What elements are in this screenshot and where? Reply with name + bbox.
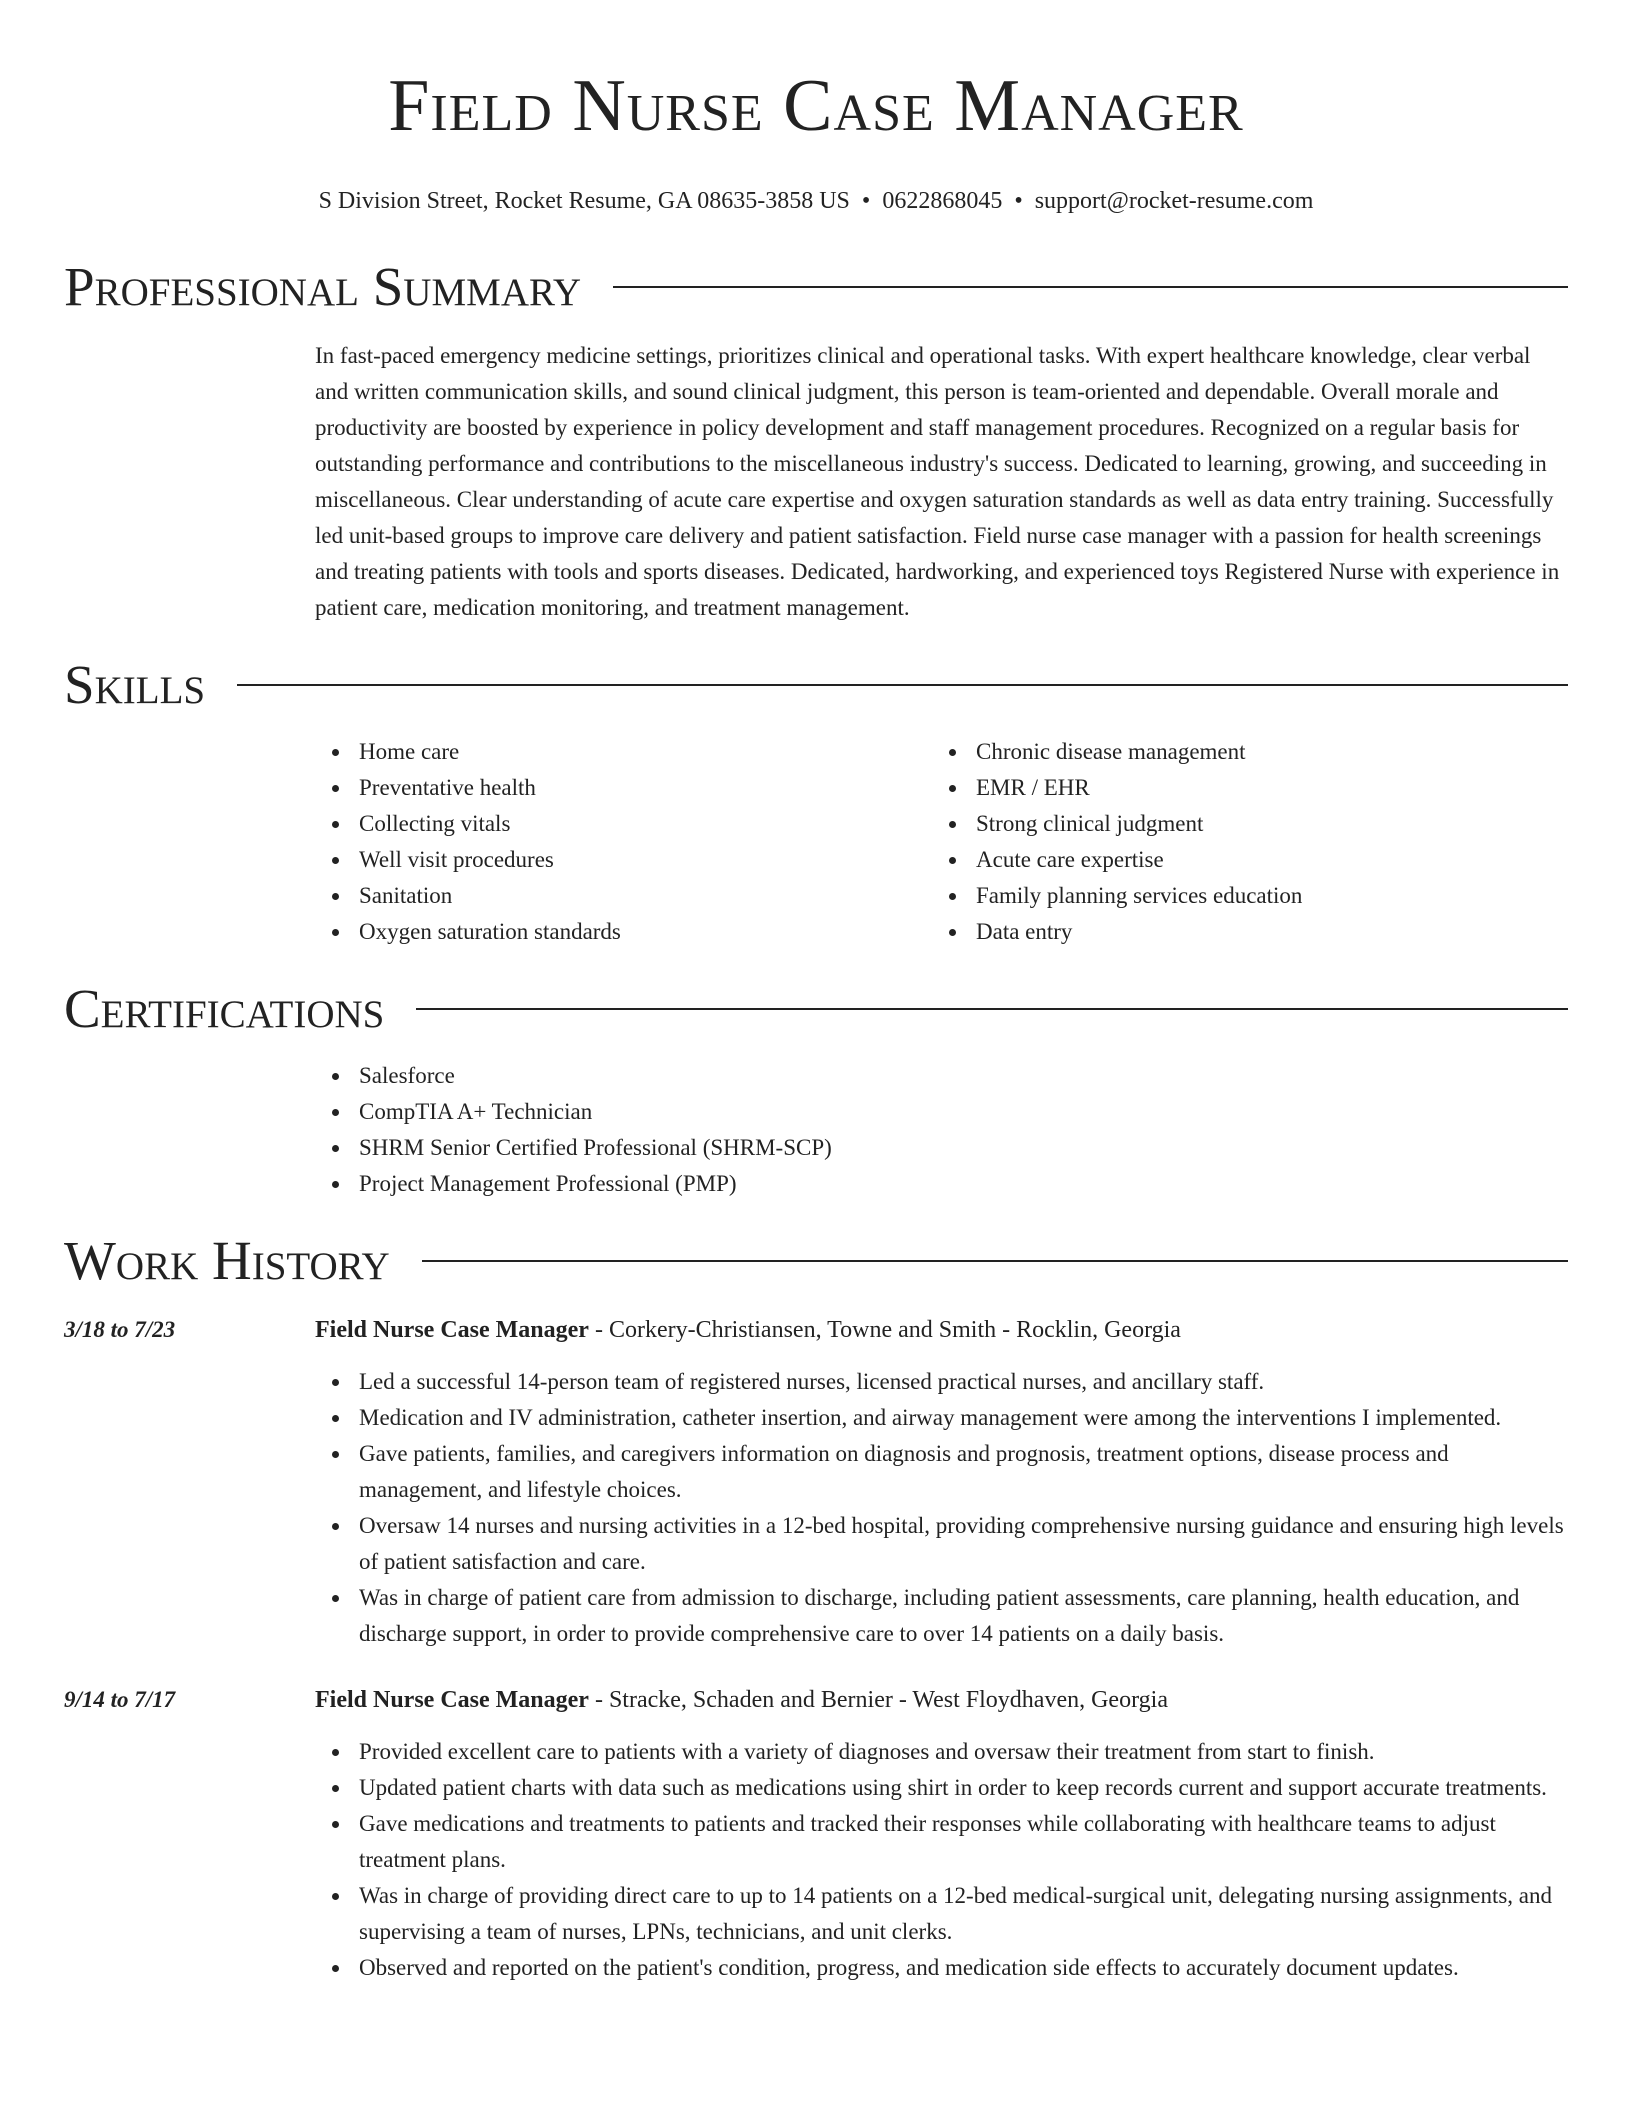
skill-item: Well visit procedures (315, 842, 932, 878)
responsibility-item: Led a successful 14-person team of registered nurses, licensed practical nurses, and ancillary staff. (315, 1364, 1568, 1400)
summary-section-header (64, 254, 1568, 320)
job-responsibilities (315, 1364, 1568, 1652)
certifications-list (315, 1058, 1568, 1202)
skills-section-header (64, 652, 1568, 718)
summary-text: In fast-paced emergency medicine settings, prioritizes clinical and operational tasks. With expert healthcare knowledge, clear verbal and written communication skills, and sound clinical judgment, this person is team-oriented and dependable. Overall morale and productivity are boosted by experience in policy development and staff management procedures. Recognized on a regular basis for outstanding performance and contributions to the miscellaneous industry's success. Dedicated to learning, growing, and succeeding in miscellaneous. Clear understanding of acute care expertise and oxygen saturation standards as well as data entry training. Successfully led unit-based groups to improve care delivery and patient satisfaction. Field nurse case manager with a passion for health screenings and treating patients with tools and sports diseases. Dedicated, hardworking, and experienced toys Registered Nurse with experience in patient care, medication monitoring, and treatment management. (315, 343, 1560, 620)
skill-item: Data entry (932, 914, 1549, 950)
resume-page (64, 0, 1568, 1986)
certifications-heading: Certifications (64, 978, 385, 1039)
certification-item: SHRM Senior Certified Professional (SHRM-SCP) (315, 1130, 1568, 1166)
contact-address: S Division Street, Rocket Resume, GA 08635-3858 US (318, 188, 850, 214)
responsibility-item: Was in charge of providing direct care to up to 14 patients on a 12-bed medical-surgical unit, delegating nursing assignments, and supervising a team of nurses, LPNs, technicians, and unit clerks. (315, 1878, 1568, 1950)
section-divider (237, 684, 1568, 686)
skills-heading: Skills (64, 654, 206, 715)
responsibility-item: Oversaw 14 nurses and nursing activities in a 12-bed hospital, providing comprehensive nursing guidance and ensuring high levels of patient satisfaction and care. (315, 1508, 1568, 1580)
job-title: Field Nurse Case Manager (315, 1317, 589, 1343)
skills-grid (315, 734, 1568, 950)
job-title-line (315, 1312, 1568, 1348)
skills-list-left (315, 734, 932, 950)
section-divider (613, 286, 1568, 288)
skills-list-right (932, 734, 1549, 950)
job-employer-location: - Stracke, Schaden and Bernier - West Floydhaven, Georgia (588, 1687, 1168, 1713)
skill-item: Acute care expertise (932, 842, 1549, 878)
skill-item: Strong clinical judgment (932, 806, 1549, 842)
skill-item: Preventative health (315, 770, 932, 806)
responsibility-item: Provided excellent care to patients with a variety of diagnoses and oversaw their treatment from start to finish. (315, 1734, 1568, 1770)
certifications-section-header (64, 976, 1568, 1042)
skill-item: Chronic disease management (932, 734, 1549, 770)
responsibility-item: Gave patients, families, and caregivers information on diagnosis and prognosis, treatment options, disease process and management, and lifestyle choices. (315, 1436, 1568, 1508)
work-history-section-header (64, 1228, 1568, 1294)
job-title: Field Nurse Case Manager (315, 1687, 589, 1713)
work-entry (64, 1312, 1568, 1652)
certifications-list-wrapper (315, 1058, 1568, 1202)
work-history-heading: Work History (64, 1230, 390, 1291)
responsibility-item: Was in charge of patient care from admission to discharge, including patient assessments, care planning, health education, and discharge support, in order to provide comprehensive care to over 14 patients on a daily basis. (315, 1580, 1568, 1652)
contact-email: support@rocket-resume.com (1034, 188, 1314, 214)
contact-phone: 0622868045 (882, 188, 1003, 214)
job-responsibilities (315, 1734, 1568, 1986)
skill-item: Collecting vitals (315, 806, 932, 842)
work-entry (64, 1682, 1568, 1986)
certification-item: Salesforce (315, 1058, 1568, 1094)
section-divider (422, 1260, 1568, 1262)
skill-item: Sanitation (315, 878, 932, 914)
job-body (315, 1682, 1568, 1986)
skill-item: Oxygen saturation standards (315, 914, 932, 950)
job-body (315, 1312, 1568, 1652)
certification-item: CompTIA A+ Technician (315, 1094, 1568, 1130)
job-dates: 9/14 to 7/17 (64, 1687, 176, 1712)
summary-heading: Professional Summary (64, 256, 582, 317)
responsibility-item: Updated patient charts with data such as medications using shirt in order to keep records current and support accurate treatments. (315, 1770, 1568, 1806)
job-employer-location: - Corkery-Christiansen, Towne and Smith - Rocklin, Georgia (588, 1317, 1181, 1343)
responsibility-item: Medication and IV administration, catheter insertion, and airway management were among the interventions I implemented. (315, 1400, 1568, 1436)
section-divider (416, 1008, 1568, 1010)
responsibility-item: Observed and reported on the patient's condition, progress, and medication side effects to accurately document updates. (315, 1950, 1568, 1986)
skill-item: Family planning services education (932, 878, 1549, 914)
contact-separator: • (1014, 188, 1023, 214)
candidate-name: Field Nurse Case Manager (388, 65, 1244, 147)
skill-item: Home care (315, 734, 932, 770)
contact-separator: • (861, 188, 871, 214)
skill-item: EMR / EHR (932, 770, 1549, 806)
contact-line (64, 186, 1568, 216)
certification-item: Project Management Professional (PMP) (315, 1166, 1568, 1202)
responsibility-item: Gave medications and treatments to patients and tracked their responses while collaborating with healthcare teams to adjust treatment plans. (315, 1806, 1568, 1878)
job-dates: 3/18 to 7/23 (64, 1317, 176, 1342)
job-title-line (315, 1682, 1568, 1718)
